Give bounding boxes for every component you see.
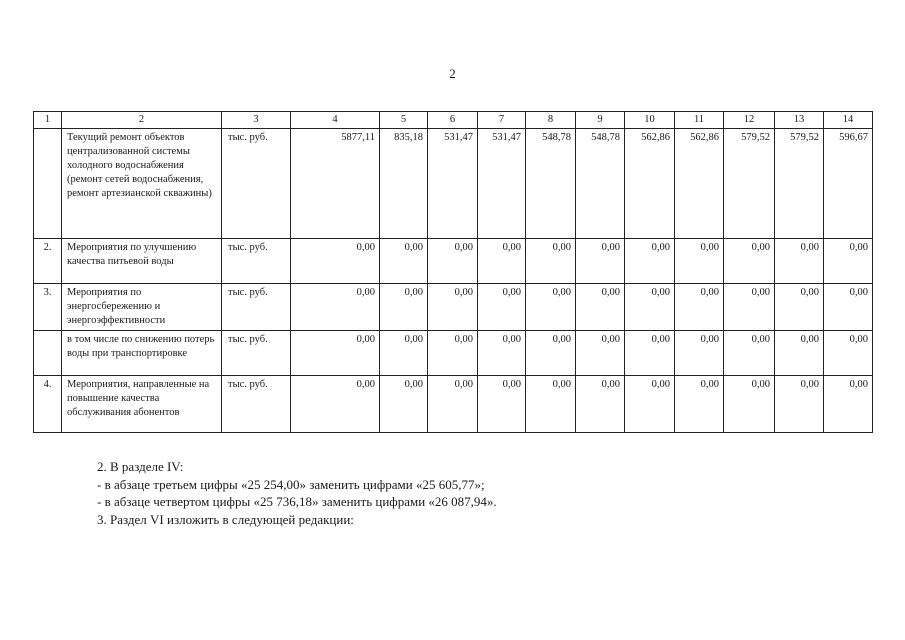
value-cell: 0,00	[675, 376, 724, 433]
value-cell: 0,00	[526, 331, 576, 376]
row-number-cell	[34, 331, 62, 376]
measure-description-cell: Текущий ремонт объектов централизованной системы холодного водоснабжения (ремонт сетей водоснабжения, ремонт артезианской скважины)	[62, 129, 222, 239]
value-cell: 0,00	[724, 239, 775, 284]
value-cell: 0,00	[675, 331, 724, 376]
value-cell: 0,00	[291, 331, 380, 376]
column-number-cell: 3	[222, 112, 291, 129]
column-number-cell: 9	[576, 112, 625, 129]
row-number-cell: 3.	[34, 284, 62, 331]
value-cell: 0,00	[478, 376, 526, 433]
value-cell: 579,52	[775, 129, 824, 239]
paragraph-section-vi: 3. Раздел VI изложить в следующей редакции:	[97, 511, 354, 527]
value-cell: 548,78	[576, 129, 625, 239]
column-number-cell: 14	[824, 112, 873, 129]
measure-description-cell: Мероприятия, направленные на повышение качества обслуживания абонентов	[62, 376, 222, 433]
value-cell: 0,00	[675, 239, 724, 284]
column-number-cell: 8	[526, 112, 576, 129]
value-cell: 0,00	[526, 284, 576, 331]
value-cell: 0,00	[380, 331, 428, 376]
column-number-cell: 10	[625, 112, 675, 129]
unit-cell: тыс. руб.	[222, 239, 291, 284]
page-number: 2	[449, 66, 456, 81]
value-cell: 0,00	[724, 376, 775, 433]
measure-description-cell: Мероприятия по энергосбережению и энергоэффективности	[62, 284, 222, 331]
column-number-cell: 1	[34, 112, 62, 129]
value-cell: 0,00	[291, 284, 380, 331]
value-cell: 531,47	[478, 129, 526, 239]
column-number-cell: 5	[380, 112, 428, 129]
measures-table	[33, 111, 873, 433]
value-cell: 5877,11	[291, 129, 380, 239]
table-row	[34, 129, 873, 239]
value-cell: 0,00	[428, 331, 478, 376]
value-cell: 0,00	[775, 239, 824, 284]
value-cell: 0,00	[478, 239, 526, 284]
value-cell: 0,00	[291, 239, 380, 284]
column-number-cell: 6	[428, 112, 478, 129]
value-cell: 0,00	[576, 239, 625, 284]
value-cell: 0,00	[380, 284, 428, 331]
value-cell: 0,00	[428, 239, 478, 284]
row-number-cell: 4.	[34, 376, 62, 433]
value-cell: 0,00	[380, 376, 428, 433]
value-cell: 0,00	[576, 331, 625, 376]
table-row	[34, 376, 873, 433]
value-cell: 0,00	[576, 284, 625, 331]
value-cell: 0,00	[724, 284, 775, 331]
table-row	[34, 284, 873, 331]
value-cell: 0,00	[824, 284, 873, 331]
value-cell: 0,00	[478, 331, 526, 376]
paragraph-section-iv: 2. В разделе IV:	[97, 459, 184, 474]
value-cell: 0,00	[380, 239, 428, 284]
amendment-text	[97, 458, 497, 528]
paragraph-third-abzac: - в абзаце третьем цифры «25 254,00» заменить цифрами «25 605,77»;	[97, 476, 485, 492]
column-number-cell: 13	[775, 112, 824, 129]
value-cell: 0,00	[526, 239, 576, 284]
column-number-cell: 11	[675, 112, 724, 129]
measure-description-cell: в том числе по снижению потерь воды при транспортировке	[62, 331, 222, 376]
unit-cell: тыс. руб.	[222, 284, 291, 331]
value-cell: 0,00	[526, 376, 576, 433]
value-cell: 0,00	[675, 284, 724, 331]
row-number-cell: 2.	[34, 239, 62, 284]
column-number-cell: 7	[478, 112, 526, 129]
value-cell: 0,00	[824, 376, 873, 433]
value-cell: 0,00	[625, 331, 675, 376]
value-cell: 0,00	[625, 284, 675, 331]
table-header-row	[34, 112, 873, 129]
measure-description-cell: Мероприятия по улучшению качества питьевой воды	[62, 239, 222, 284]
unit-cell: тыс. руб.	[222, 331, 291, 376]
column-number-cell: 2	[62, 112, 222, 129]
value-cell: 0,00	[724, 331, 775, 376]
value-cell: 0,00	[625, 239, 675, 284]
unit-cell: тыс. руб.	[222, 129, 291, 239]
value-cell: 0,00	[576, 376, 625, 433]
value-cell: 835,18	[380, 129, 428, 239]
value-cell: 0,00	[775, 376, 824, 433]
value-cell: 596,67	[824, 129, 873, 239]
value-cell: 0,00	[775, 284, 824, 331]
value-cell: 579,52	[724, 129, 775, 239]
paragraph-fourth-abzac: - в абзаце четвертом цифры «25 736,18» заменить цифрами «26 087,94».	[97, 494, 497, 509]
value-cell: 0,00	[824, 239, 873, 284]
value-cell: 531,47	[428, 129, 478, 239]
value-cell: 0,00	[428, 284, 478, 331]
table-row	[34, 239, 873, 284]
value-cell: 0,00	[824, 331, 873, 376]
value-cell: 0,00	[478, 284, 526, 331]
value-cell: 0,00	[775, 331, 824, 376]
column-number-cell: 4	[291, 112, 380, 129]
row-number-cell	[34, 129, 62, 239]
value-cell: 562,86	[625, 129, 675, 239]
unit-cell: тыс. руб.	[222, 376, 291, 433]
column-number-cell: 12	[724, 112, 775, 129]
value-cell: 562,86	[675, 129, 724, 239]
value-cell: 0,00	[428, 376, 478, 433]
value-cell: 0,00	[291, 376, 380, 433]
value-cell: 0,00	[625, 376, 675, 433]
table-row	[34, 331, 873, 376]
value-cell: 548,78	[526, 129, 576, 239]
